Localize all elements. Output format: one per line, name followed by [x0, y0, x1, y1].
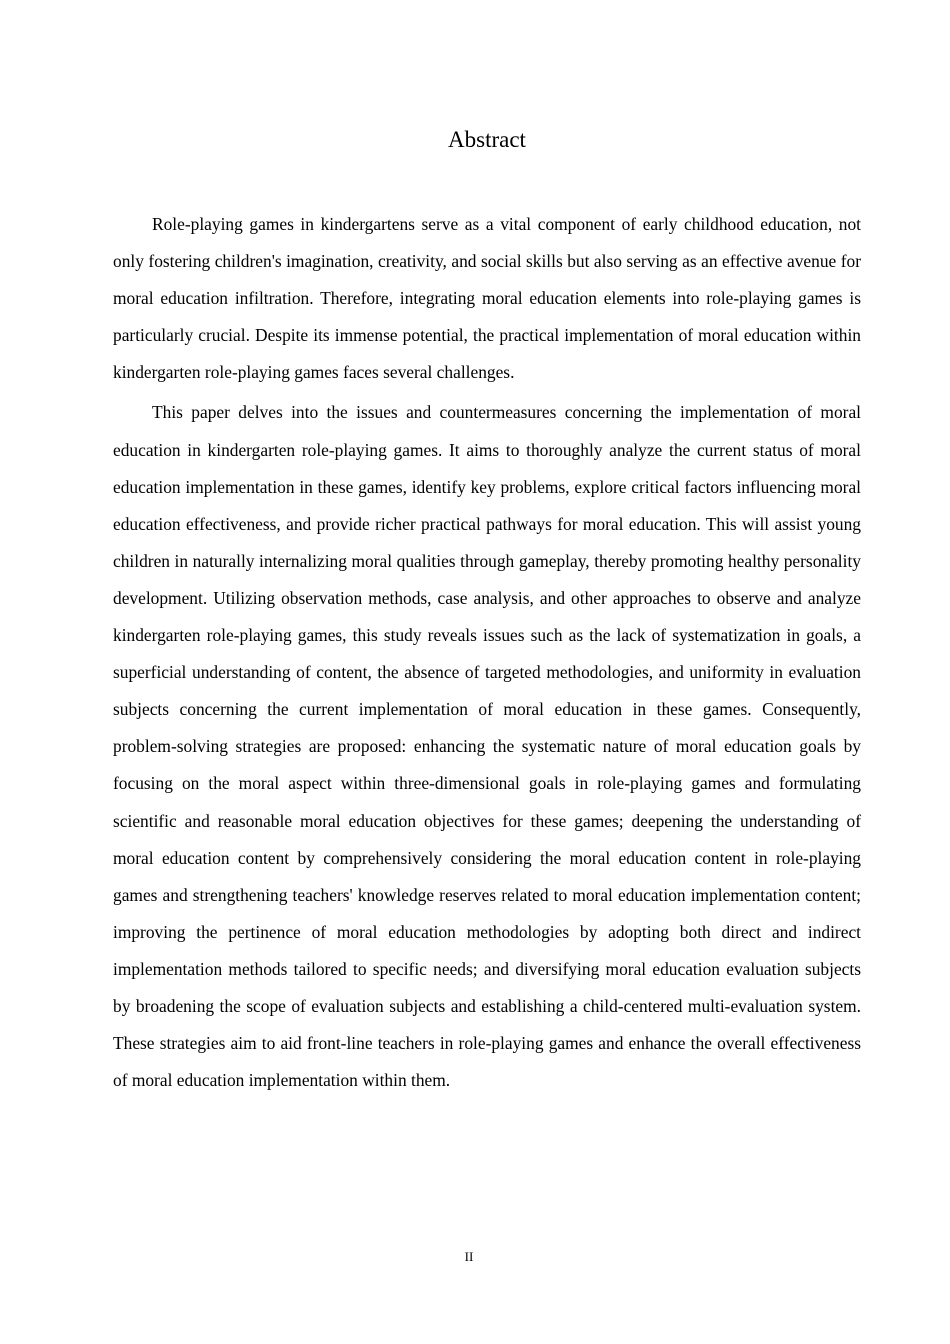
abstract-body — [113, 206, 861, 1099]
abstract-paragraph-1: Role-playing games in kindergartens serve as a vital component of early childhood education, not only fostering children's imagination, creativity, and social skills but also serving as an effective avenue for moral education infiltration. Therefore, integrating moral education elements into role-playing games is particularly crucial. Despite its immense potential, the practical implementation of moral education within kindergarten role-playing games faces several challenges. — [113, 214, 861, 383]
abstract-paragraph-2: This paper delves into the issues and countermeasures concerning the implementation of moral education in kindergarten role-playing games. It aims to thoroughly analyze the current status of moral education implementation in these games, identify key problems, explore critical factors influencing moral education effectiveness, and provide richer practical pathways for moral education. This will assist young children in naturally internalizing moral qualities through gameplay, thereby promoting healthy personality development. Utilizing observation methods, case analysis, and other approaches to observe and analyze kindergarten role-playing games, this study reveals issues such as the lack of systematization in goals, a superficial understanding of content, the absence of targeted methodologies, and uniformity in evaluation subjects concerning the current implementation of moral education in these games. Consequently, problem-solving strategies are proposed: enhancing the systematic nature of moral education goals by focusing on the moral aspect within three-dimensional goals in role-playing games and formulating scientific and reasonable moral education objectives for these games; deepening the understanding of moral education content by comprehensively considering the moral education content in role-playing games and strengthening teachers' knowledge reserves related to moral education implementation content; improving the pertinence of moral education methodologies by adopting both direct and indirect implementation methods tailored to specific needs; and diversifying moral education evaluation subjects by broadening the scope of evaluation subjects and establishing a child-centered multi-evaluation system. These strategies aim to aid front-line teachers in role-playing games and enhance the overall effectiveness of moral education implementation within them. — [113, 402, 861, 1091]
abstract-title: Abstract — [448, 127, 526, 152]
page-number: II — [464, 1249, 474, 1264]
